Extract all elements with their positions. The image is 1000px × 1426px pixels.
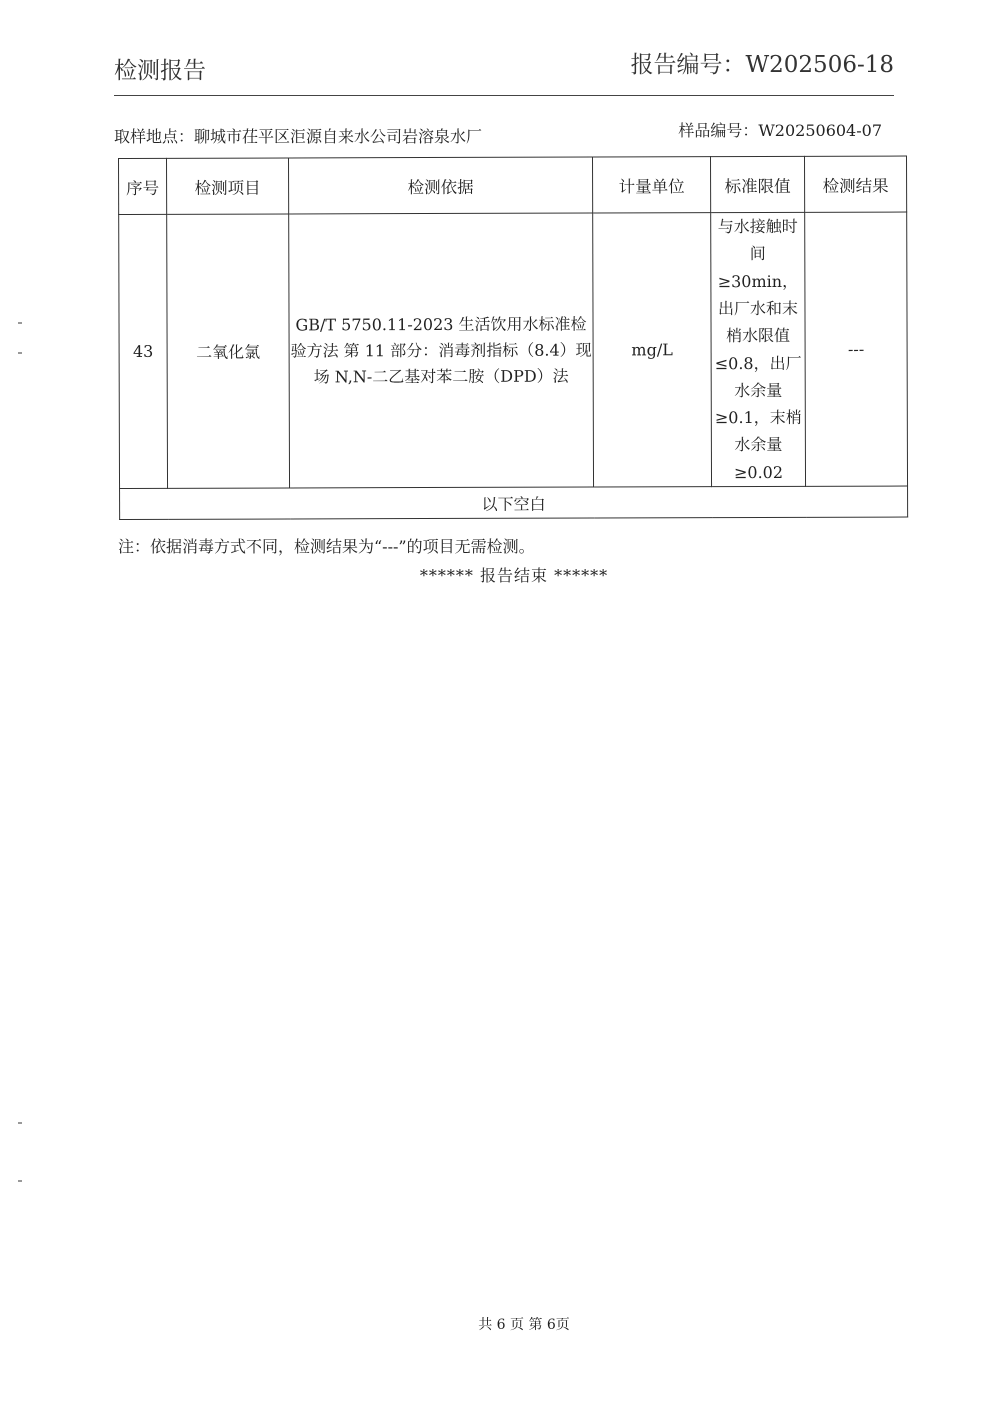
header-item: 检测项目 xyxy=(167,158,289,214)
header-limit: 标准限值 xyxy=(710,156,804,212)
table-blank-row xyxy=(120,486,908,519)
page-indicator: 共 6 页 第 6页 xyxy=(478,1317,570,1333)
header-divider xyxy=(114,95,894,96)
header-basis: 检测依据 xyxy=(289,157,593,214)
document-title: 检测报告 xyxy=(114,58,206,84)
cell-result: --- xyxy=(805,212,908,486)
scan-mark xyxy=(18,322,22,324)
cell-seq: 43 xyxy=(119,214,168,488)
table-header-row xyxy=(119,156,907,214)
blank-note: 以下空白 xyxy=(120,486,908,519)
sample-number: 样品编号：W20250604-07 xyxy=(678,121,882,140)
report-number: 报告编号：W202506-18 xyxy=(630,52,894,78)
results-table xyxy=(118,156,908,520)
scan-mark xyxy=(18,352,22,354)
header-seq: 序号 xyxy=(119,158,167,214)
cell-basis: GB/T 5750.11-2023 生活饮用水标准检验方法 第 11 部分：消毒剂指标（8.4）现场 N,N-二乙基对苯二胺（DPD）法 xyxy=(289,213,594,488)
cell-limit: 与水接触时间≥30min，出厂水和末梢水限值≤0.8，出厂水余量≥0.1，末梢水余量≥0.02 xyxy=(711,212,806,486)
sampling-site: 取样地点：聊城市茌平区洰源自来水公司岩溶泉水厂 xyxy=(114,127,483,146)
header-result: 检测结果 xyxy=(804,156,906,212)
report-end-marker: ****** 报告结束 ****** xyxy=(419,566,609,585)
scan-mark xyxy=(18,1180,22,1182)
table-row xyxy=(119,212,908,488)
scan-mark xyxy=(18,1122,22,1124)
footnote: 注：依据消毒方式不同，检测结果为“---”的项目无需检测。 xyxy=(118,537,535,556)
cell-unit: mg/L xyxy=(593,213,712,487)
cell-item: 二氧化氯 xyxy=(167,214,290,488)
header-unit: 计量单位 xyxy=(592,157,710,213)
